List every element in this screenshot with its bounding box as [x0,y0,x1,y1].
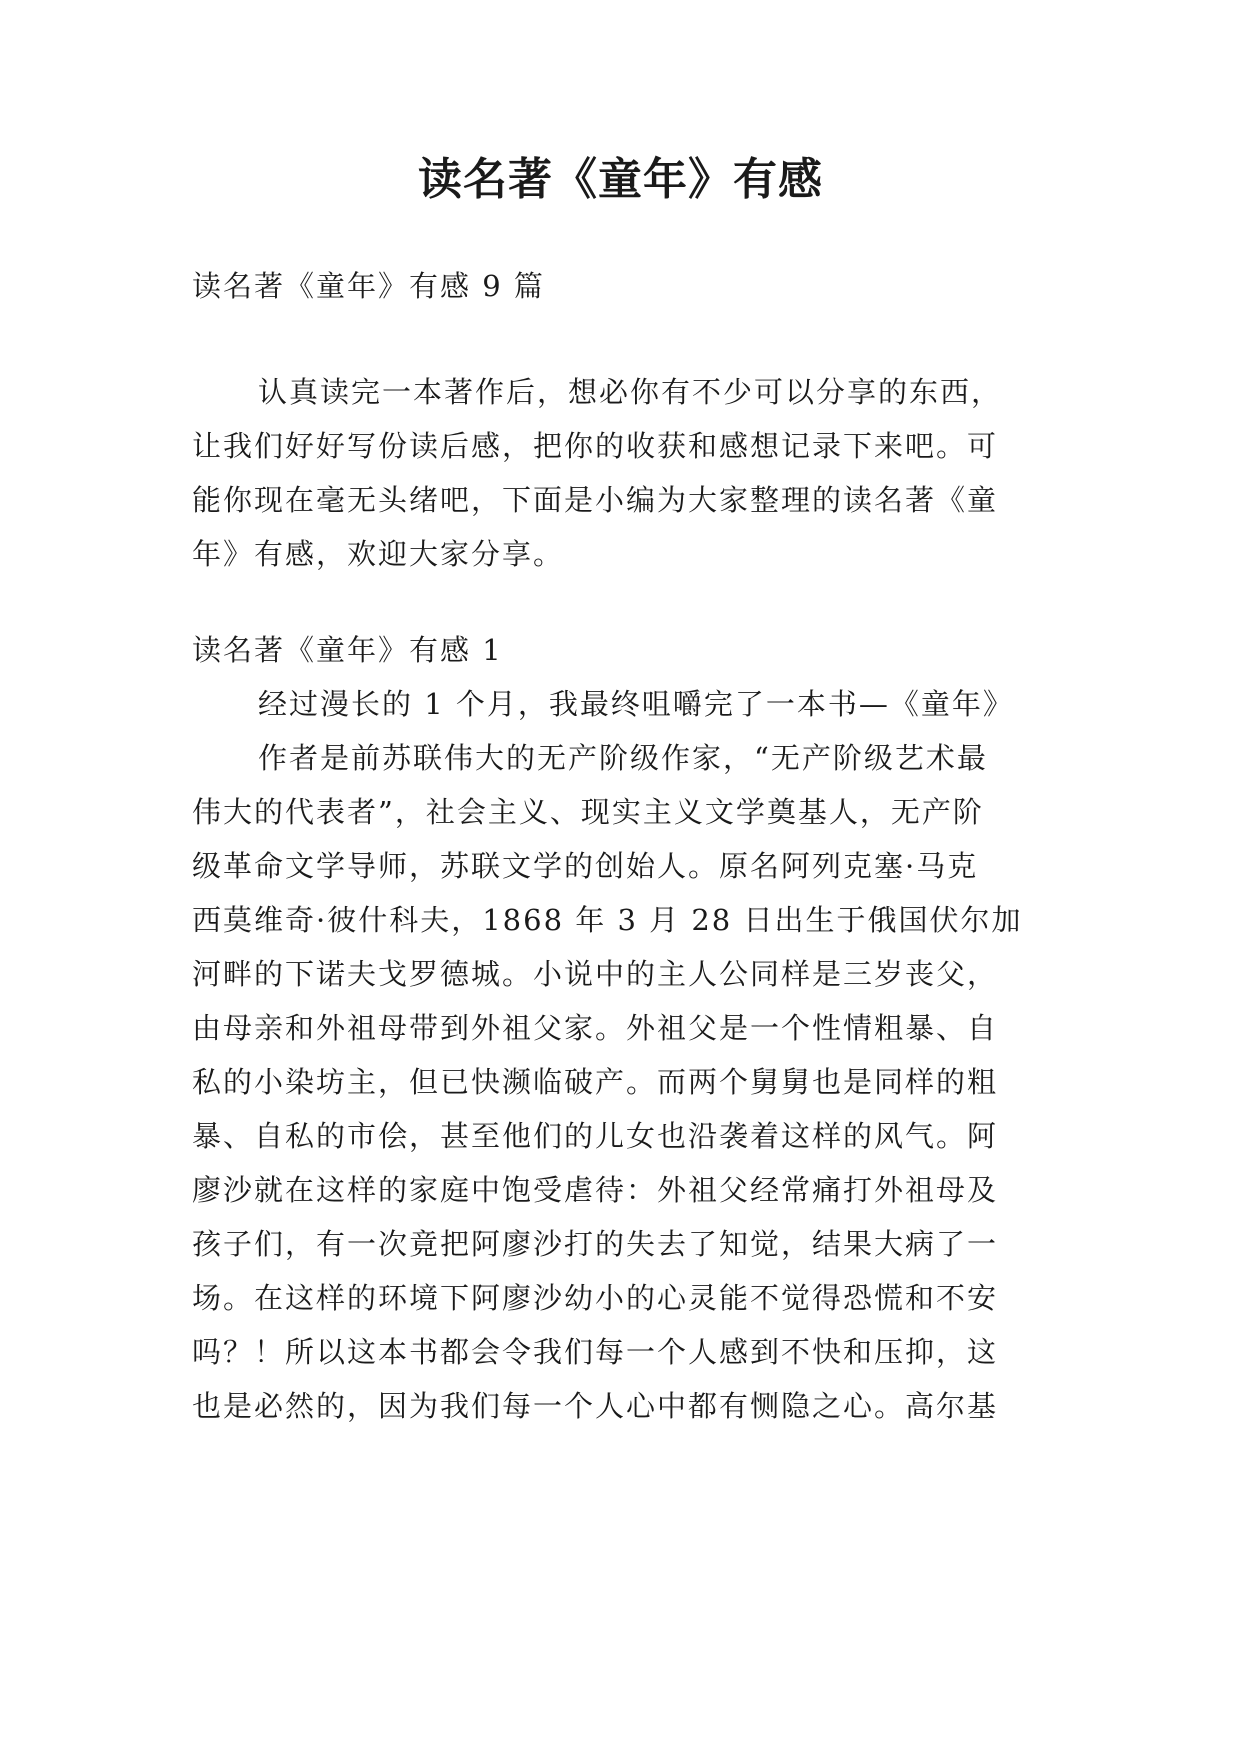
document-title: 读名著《童年》有感 [418,154,823,205]
body-line: 西莫维奇·彼什科夫，1868 年 3 月 28 日出生于俄国伏尔加 [192,903,1023,937]
body-line: 也是必然的，因为我们每一个人心中都有恻隐之心。高尔基 [192,1389,999,1423]
body-line: 孩子们，有一次竟把阿廖沙打的失去了知觉，结果大病了一 [192,1227,999,1261]
body-line: 暴、自私的市侩，甚至他们的儿女也沿袭着这样的风气。阿 [192,1119,999,1153]
body-line: 经过漫长的 1 个月，我最终咀嚼完了一本书—《童年》 [258,687,1014,721]
body-line: 廖沙就在这样的家庭中饱受虐待：外祖父经常痛打外祖母及 [192,1173,999,1207]
body-line: 作者是前苏联伟大的无产阶级作家，“无产阶级艺术最 [258,741,988,775]
body-line: 吗？！所以这本书都会令我们每一个人感到不快和压抑，这 [192,1335,999,1369]
intro-line: 让我们好好写份读后感，把你的收获和感想记录下来吧。可 [192,429,999,463]
body-line: 私的小染坊主，但已快濒临破产。而两个舅舅也是同样的粗 [192,1065,999,1099]
intro-line: 认真读完一本著作后，想必你有不少可以分享的东西， [258,375,1003,409]
intro-line: 年》有感，欢迎大家分享。 [192,537,565,571]
section-heading: 读名著《童年》有感 1 [192,633,503,667]
body-line: 伟大的代表者”，社会主义、现实主义文学奠基人，无产阶 [192,795,984,829]
body-line: 河畔的下诺夫戈罗德城。小说中的主人公同样是三岁丧父， [192,957,999,991]
document-subtitle: 读名著《童年》有感 9 篇 [192,269,545,303]
body-line: 场。在这样的环境下阿廖沙幼小的心灵能不觉得恐慌和不安 [192,1281,999,1315]
body-line: 级革命文学导师，苏联文学的创始人。原名阿列克塞·马克 [192,849,979,883]
intro-line: 能你现在毫无头绪吧，下面是小编为大家整理的读名著《童 [192,483,999,517]
body-line: 由母亲和外祖母带到外祖父家。外祖父是一个性情粗暴、自 [192,1011,999,1045]
